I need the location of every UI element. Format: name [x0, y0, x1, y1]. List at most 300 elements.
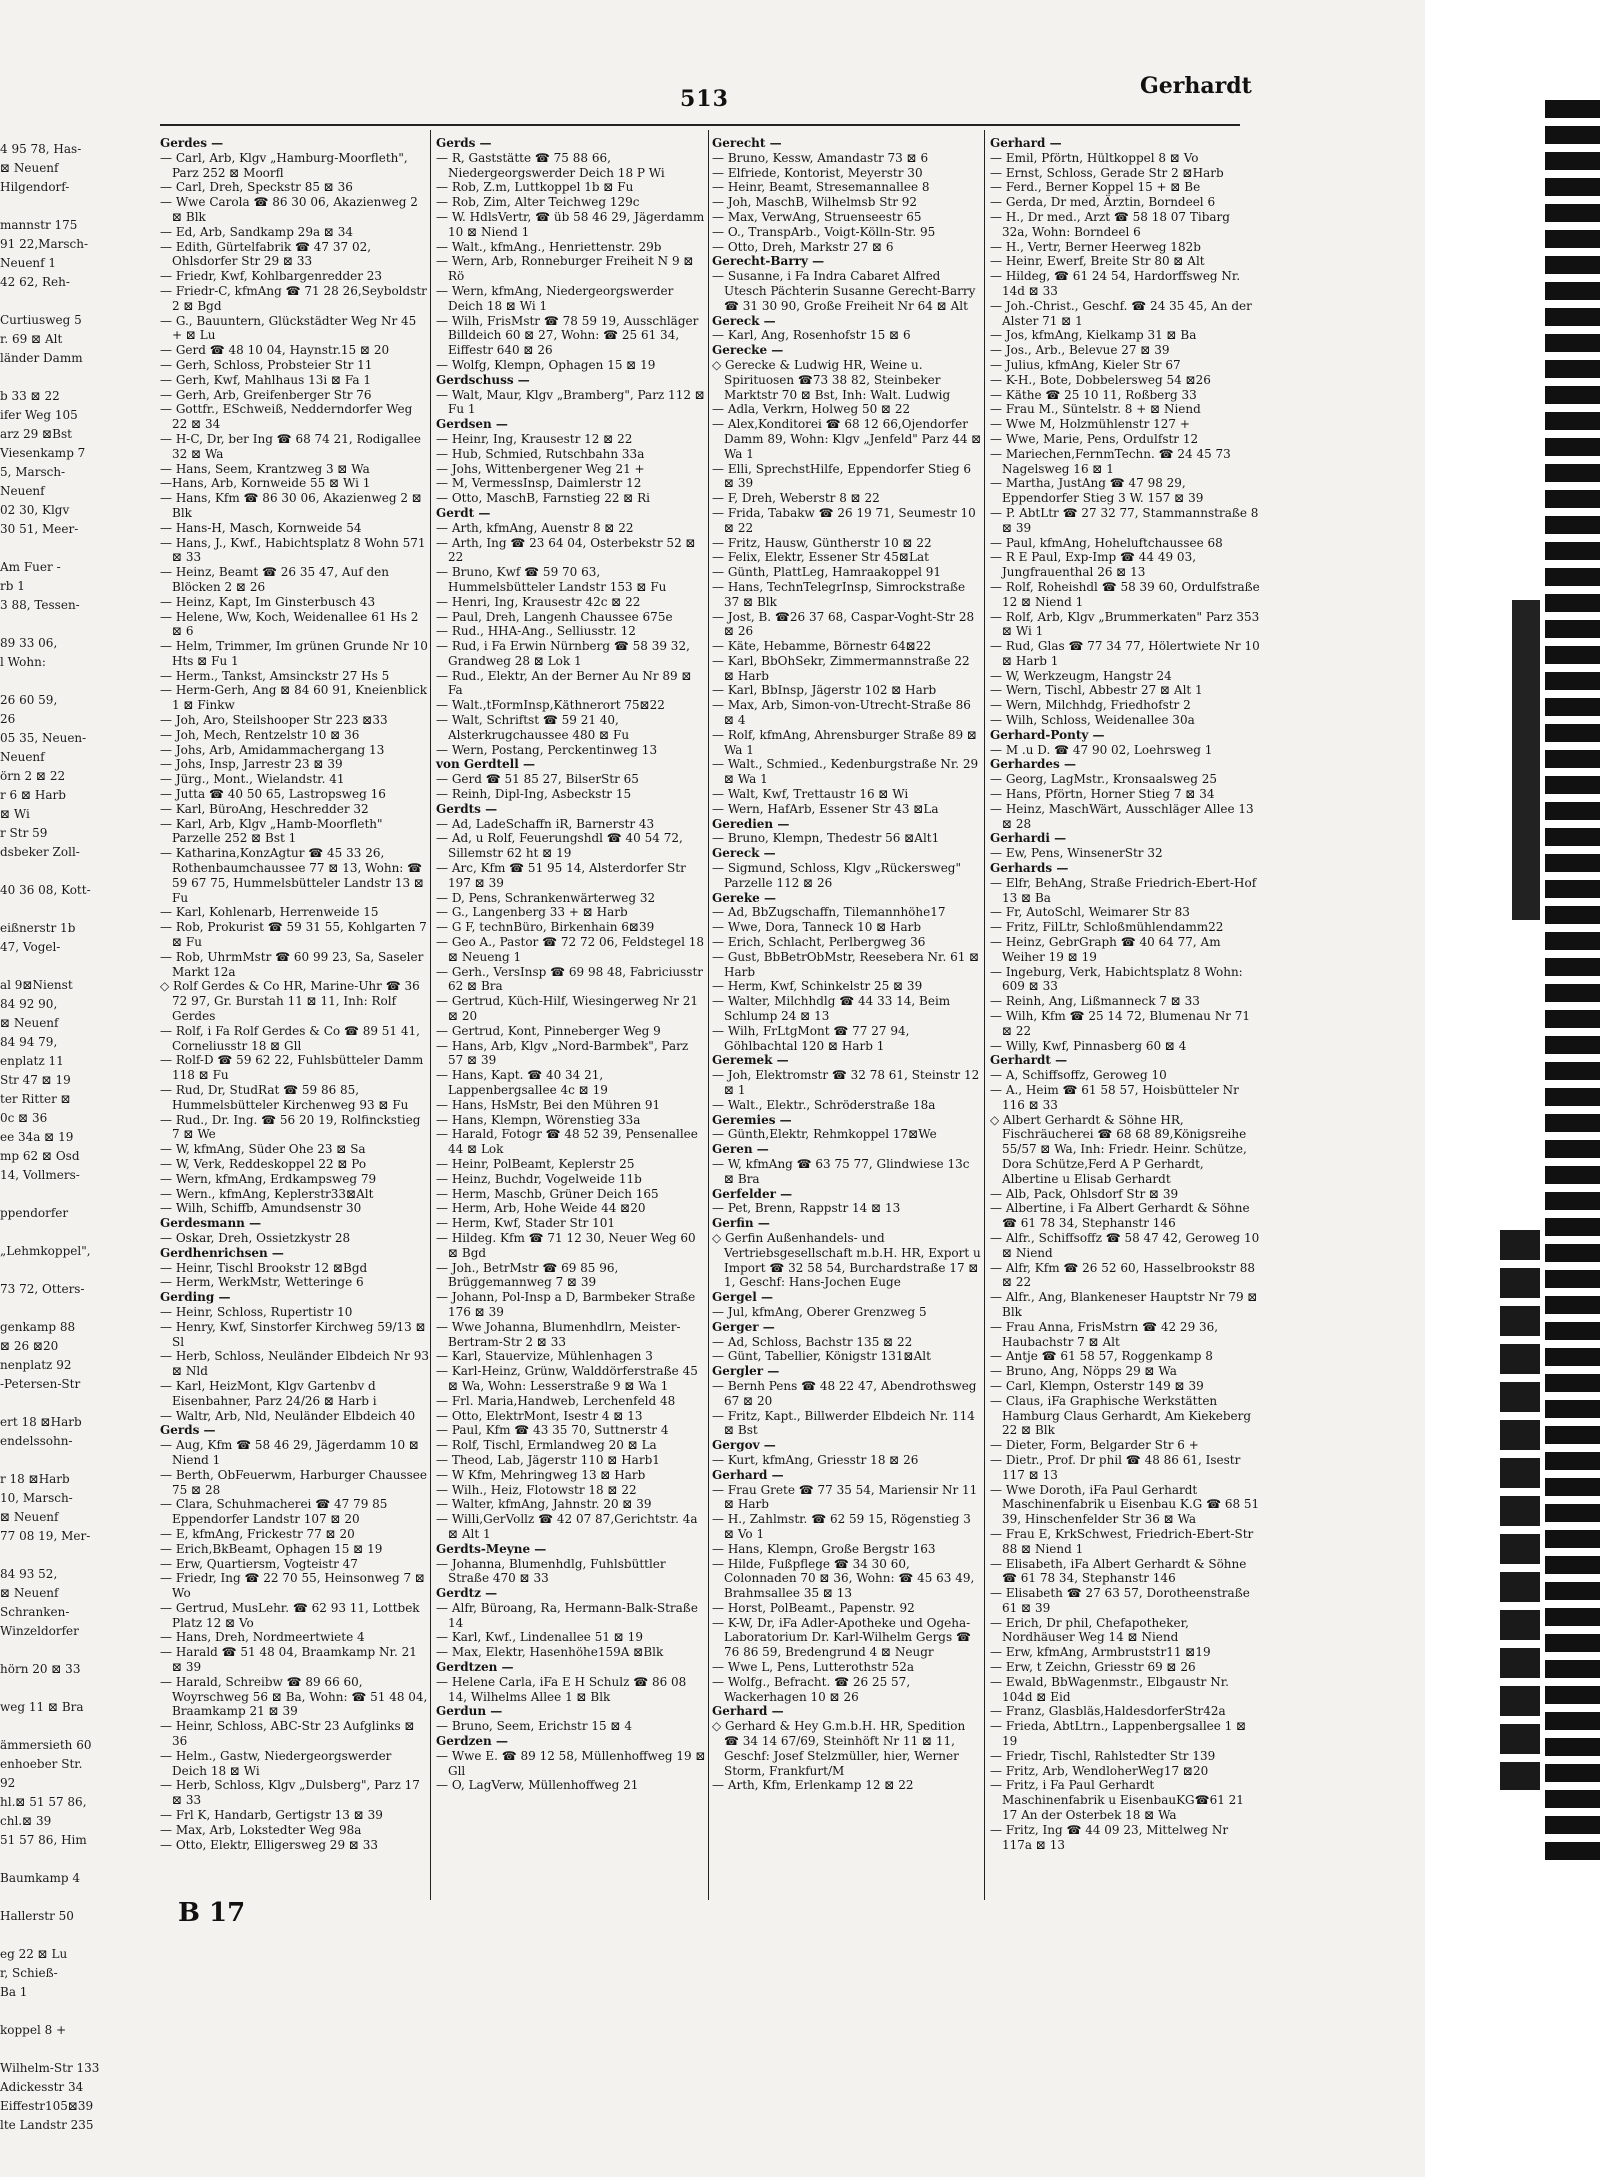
directory-entry: — D, Pens, Schrankenwärterweg 32 [436, 890, 656, 905]
surname-heading: Gerecht — [712, 136, 782, 150]
directory-entry: — Gottfr., ESchweiß, Nedderndorfer Weg 22 ⊠ 34 [160, 402, 413, 432]
surname-heading: Gergov — [712, 1438, 776, 1453]
bleed-line: r. 69 ⊠ Alt [0, 332, 63, 346]
directory-entry: — Ew, Pens, WinsenerStr 32 [990, 846, 1163, 861]
directory-entry: — Günth,Elektr, Rehmkoppel 17⊠We [712, 1127, 937, 1142]
directory-entry: — Walt., kfmAng., Henriettenstr. 29b [436, 239, 662, 254]
directory-entry: — Rud., Dr. Ing. ☎ 56 20 19, Rolfinckstieg 7 ⊠ We [160, 1112, 421, 1142]
directory-entry: — Harald ☎ 51 48 04, Braamkamp Nr. 21 ⊠ 39 [160, 1645, 417, 1675]
directory-entry: — W, kfmAng, Süder Ohe 23 ⊠ Sa [160, 1142, 366, 1157]
directory-entry: — Gerh, Schloss, Probsteier Str 11 [160, 357, 373, 372]
directory-entry: — Johann, Pol-Insp a D, Barmbeker Straße 176 ⊠ 39 [436, 1290, 696, 1319]
bleed-line: mannstr 175 [0, 218, 78, 232]
directory-entry: — Gertrud, Küch-Hilf, Wiesingerweg Nr 21 ⊠ 20 [436, 994, 699, 1024]
bleed-line: Curtiusweg 5 [0, 313, 82, 327]
directory-entry: — W, Verk, Reddeskoppel 22 ⊠ Po [160, 1156, 367, 1171]
bleed-line: ert 18 ⊠Harb [0, 1415, 82, 1429]
directory-entry: — Dietr., Prof. Dr phil ☎ 48 86 61, Isestr 117 ⊠ 13 [990, 1452, 1241, 1482]
directory-entry: — Hans, Klempn, Große Bergstr 163 [712, 1541, 936, 1556]
directory-entry: — Kurt, kfmAng, Griesstr 18 ⊠ 26 [712, 1452, 919, 1467]
surname-heading: Gerds — [160, 1423, 216, 1438]
bleed-line: dsbeker Zoll- [0, 845, 80, 859]
directory-entry: — Max, Arb, Lokstedter Weg 98a [160, 1822, 362, 1837]
directory-entry: — Käthe ☎ 25 10 11, Roßberg 33 [990, 387, 1197, 402]
bleed-line [0, 672, 135, 691]
bleed-line: 51 57 86, Him [0, 1833, 87, 1847]
directory-entry: — Dieter, Form, Belgarder Str 6 + [990, 1438, 1199, 1453]
surname-heading: Geremies — [712, 1112, 792, 1127]
directory-entry: — Joh, Elektromstr ☎ 32 78 61, Steinstr 12 ⊠ 1 [712, 1068, 980, 1097]
surname-heading: Gerhard-Ponty — [990, 727, 1105, 742]
directory-entry: — Max, Elektr, Hasenhöhe159A ⊠Blk [436, 1645, 664, 1660]
surname-heading: Gergler — [712, 1364, 780, 1379]
directory-entry: — Wwe E. ☎ 89 12 58, Müllenhoffweg 19 ⊠ Gll [436, 1748, 706, 1778]
directory-entry: — Frl. Maria,Handweb, Lerchenfeld 48 [436, 1393, 676, 1408]
directory-entry: — Gerh., VersInsp ☎ 69 98 48, Fabriciusstr 62 ⊠ Bra [436, 964, 704, 994]
directory-entry: — Hans-H, Masch, Kornweide 54 [160, 520, 362, 535]
directory-entry: ◇ Albert Gerhardt & Söhne HR, Fischräucherei ☎ 68 68 89,Königsreihe 55/57 ⊠ Wa, Inh: Friedr. Heinr. Schütze, Dora Schütze,Ferd A P Gerhardt, Albertine u Elisab Gerhardt [990, 1112, 1247, 1186]
directory-entry: — Wilh., Heiz, Flotowstr 18 ⊠ 22 [436, 1482, 637, 1497]
bleed-line: ämmersieth 60 [0, 1738, 92, 1752]
bleed-line: Wilhelm-Str 133 [0, 2061, 100, 2075]
directory-entry: — Alfr, Kfm ☎ 26 52 60, Hasselbrookstr 88 ⊠ 22 [990, 1260, 1256, 1290]
directory-column [712, 136, 982, 1901]
directory-entry: — Arth, kfmAng, Auenstr 8 ⊠ 22 [436, 520, 634, 535]
bleed-line [0, 1223, 135, 1242]
directory-entry: — Frl K, Handarb, Gertigstr 13 ⊠ 39 [160, 1808, 383, 1823]
directory-entry: — Julius, kfmAng, Kieler Str 67 [990, 357, 1181, 372]
directory-entry: — Clara, Schuhmacherei ☎ 47 79 85 Eppendorfer Landstr 107 ⊠ 20 [160, 1497, 388, 1527]
directory-entry: — E, kfmAng, Frickestr 77 ⊠ 20 [160, 1526, 355, 1541]
directory-entry: — A, Schiffsoffz, Geroweg 10 [990, 1068, 1167, 1083]
directory-entry: — Rolf, i Fa Rolf Gerdes & Co ☎ 89 51 41, Corneliusstr 18 ⊠ Gll [160, 1023, 420, 1053]
directory-entry: — Herm, WerkMstr, Wetteringe 6 [160, 1275, 364, 1290]
directory-entry: — W. HdlsVertr, ☎ üb 58 46 29, Jägerdamm 10 ⊠ Niend 1 [436, 209, 705, 239]
directory-entry: — Otto, MaschB, Farnstieg 22 ⊠ Ri [436, 491, 651, 506]
directory-entry: — Otto, ElektrMont, Isestr 4 ⊠ 13 [436, 1408, 643, 1423]
bleed-line [0, 1451, 135, 1470]
bleed-line: Baumkamp 4 [0, 1871, 81, 1885]
directory-entry: — Heinr, Ing, Krausestr 12 ⊠ 22 [436, 431, 633, 446]
directory-entry: — Joh, Aro, Steilshooper Str 223 ⊠33 [160, 713, 388, 728]
directory-entry: — Ingeburg, Verk, Habichtsplatz 8 Wohn: 609 ⊠ 33 [990, 964, 1243, 994]
bleed-line: ⊠ Neuenf [0, 1586, 59, 1600]
directory-entry: — Wilh, FrLtgMont ☎ 77 27 94, Göhlbachtal 120 ⊠ Harb 1 [712, 1023, 910, 1053]
directory-entry: — Albertine, i Fa Albert Gerhardt & Söhne ☎ 61 78 34, Stephanstr 146 [990, 1201, 1250, 1231]
directory-entry: — Helene Carla, iFa E H Schulz ☎ 86 08 14, Wilhelms Allee 1 ⊠ Blk [436, 1674, 687, 1704]
bleed-line: r Str 59 [0, 826, 48, 840]
bleed-line [0, 2040, 135, 2059]
directory-entry: — Carl, Klempn, Osterstr 149 ⊠ 39 [990, 1378, 1204, 1393]
directory-entry: — Fritz, FilLtr, Schloßmühlendamm22 [990, 920, 1224, 935]
bleed-line: länder Damm [0, 351, 83, 365]
directory-entry: — Frau M., Süntelstr. 8 + ⊠ Niend [990, 402, 1201, 417]
directory-entry: — Friedr, Kwf, Kohlbargenredder 23 [160, 269, 383, 284]
directory-entry: — Gerd ☎ 48 10 04, Haynstr.15 ⊠ 20 [160, 343, 390, 358]
directory-entry: — Herm, Kwf, Stader Str 101 [436, 1216, 616, 1231]
bleed-line: l Wohn: [0, 655, 46, 669]
bleed-line: rb 1 [0, 579, 25, 593]
directory-entry: — Ernst, Schloss, Gerade Str 2 ⊠Harb [990, 165, 1224, 180]
scan-edge-artifact [1500, 1230, 1540, 1790]
directory-entry: — H., Dr med., Arzt ☎ 58 18 07 Tibarg 32a, Wohn: Borndeel 6 [990, 209, 1230, 239]
surname-heading: Gerdts-Meyne — [436, 1541, 547, 1556]
directory-entry: — Reinh, Ang, Lißmanneck 7 ⊠ 33 [990, 994, 1200, 1009]
bleed-line: Eiffestr105⊠39 [0, 2099, 94, 2113]
directory-entry: — Karl, Arb, Klgv „Hamb-Moorfleth" Parzelle 252 ⊠ Bst 1 [160, 816, 383, 846]
surname-heading: Gerhard — [712, 1704, 784, 1719]
surname-heading: Gerfelder — [712, 1186, 793, 1201]
directory-entry: — Herm, Arb, Hohe Weide 44 ⊠20 [436, 1201, 646, 1216]
directory-entry: — Erich, Dr phil, Chefapotheker, Nordhäuser Weg 14 ⊠ Niend [990, 1615, 1189, 1645]
bleed-line [0, 1888, 135, 1907]
directory-entry: — Pet, Brenn, Rappstr 14 ⊠ 13 [712, 1201, 901, 1216]
directory-entry: — Rolf, Tischl, Ermlandweg 20 ⊠ La [436, 1438, 657, 1453]
directory-entry: — Bruno, Kwf ☎ 59 70 63, Hummelsbütteler Landstr 153 ⊠ Fu [436, 565, 667, 594]
directory-entry: — Bruno, Kessw, Amandastr 73 ⊠ 6 [712, 150, 929, 165]
page-number: 513 [680, 86, 729, 112]
directory-entry: — Hans, Kapt. ☎ 40 34 21, Lappenbergsallee 4c ⊠ 19 [436, 1068, 608, 1097]
directory-entry: — Rob, Zim, Alter Teichweg 129c [436, 195, 640, 210]
bleed-line: ⊠ Neuenf [0, 1016, 59, 1030]
directory-entry: — Rob, UhrmMstr ☎ 60 99 23, Sa, Saseler Markt 12a [160, 949, 424, 979]
directory-entry: — Johs, Wittenbergener Weg 21 + [436, 461, 645, 476]
directory-entry: — Frieda, AbtLtrn., Lappenbergsallee 1 ⊠ 19 [990, 1719, 1247, 1749]
directory-entry: — Karl, BüroAng, Heschredder 32 [160, 801, 369, 816]
directory-entry: — Herm, Kwf, Schinkelstr 25 ⊠ 39 [712, 979, 923, 994]
directory-entry: ◇ Rolf Gerdes & Co HR, Marine-Uhr ☎ 36 72 97, Gr. Burstah 11 ⊠ 11, Inh: Rolf Gerdes [160, 979, 420, 1024]
surname-heading: Gerdun — [436, 1704, 503, 1719]
directory-entry: — Walt.,tFormInsp,Käthnerort 75⊠22 [436, 698, 665, 713]
directory-entry: — Paul, kfmAng, Hoheluftchaussee 68 [990, 535, 1223, 550]
bleed-line [0, 292, 135, 311]
directory-column [436, 136, 706, 1901]
directory-entry: — Elli, SprechstHilfe, Eppendorfer Stieg 6 ⊠ 39 [712, 461, 972, 491]
bleed-line: 47, Vogel- [0, 940, 61, 954]
directory-entry: — Joh.-Christ., Geschf. ☎ 24 35 45, An der Alster 71 ⊠ 1 [990, 298, 1252, 328]
bleed-line: ⊠ Neuenf [0, 161, 59, 175]
directory-entry: — Geo A., Pastor ☎ 72 72 06, Feldstegel 18 ⊠ Neueng 1 [436, 935, 705, 964]
directory-entry: — Walt, Schriftst ☎ 59 21 40, Alsterkrugchaussee 480 ⊠ Fu [436, 713, 630, 742]
surname-heading: Gereck — [712, 846, 776, 861]
directory-entry: — Erw, kfmAng, Armbruststr11 ⊠19 [990, 1645, 1211, 1660]
bleed-line: Ba 1 [0, 1985, 28, 1999]
directory-entry: — Rob, Prokurist ☎ 59 31 55, Kohlgarten 7 ⊠ Fu [160, 920, 427, 950]
directory-entry: — Aug, Kfm ☎ 58 46 29, Jägerdamm 10 ⊠ Niend 1 [160, 1438, 419, 1467]
surname-heading: Gerdhenrichsen — [160, 1245, 284, 1260]
bleed-line: enhoeber Str. [0, 1757, 83, 1771]
bleed-line [0, 2002, 135, 2021]
bleed-line: mp 62 ⊠ Osd [0, 1149, 80, 1163]
directory-entry: — Hans, Kfm ☎ 86 30 06, Akazienweg 2 ⊠ Blk [160, 491, 422, 520]
directory-entry: — Alb, Pack, Ohlsdorf Str ⊠ 39 [990, 1186, 1179, 1201]
directory-entry: — Bruno, Seem, Erichstr 15 ⊠ 4 [436, 1719, 633, 1734]
surname-heading: Gerger — [712, 1319, 775, 1334]
directory-entry: — G F, technBüro, Birkenhain 6⊠39 [436, 920, 655, 935]
bleed-line: örn 2 ⊠ 22 [0, 769, 66, 783]
bleed-line [0, 957, 135, 976]
directory-entry: — Wwe M, Holzmühlenstr 127 + [990, 417, 1190, 432]
bleed-line: chl.⊠ 39 [0, 1814, 52, 1828]
directory-entry: — Rob, Z.m, Luttkoppel 1b ⊠ Fu [436, 180, 634, 195]
directory-entry: — Felix, Elektr, Essener Str 45⊠Lat [712, 550, 929, 565]
bleed-line: 84 93 52, [0, 1567, 58, 1581]
surname-heading: Gerdtz — [436, 1586, 498, 1601]
directory-entry: — Hilde, Fußpflege ☎ 34 30 60, Colonnaden 70 ⊠ 36, Wohn: ☎ 45 63 49, Brahmsallee 35 ⊠ 13 [712, 1556, 975, 1601]
directory-entry: — Walt, Maur, Klgv „Bramberg", Parz 112 ⊠ Fu 1 [436, 387, 705, 417]
bleed-line: hl.⊠ 51 57 86, [0, 1795, 87, 1809]
directory-entry: — H., Zahlmstr. ☎ 62 59 15, Rögenstieg 3 ⊠ Vo 1 [712, 1512, 971, 1541]
bleed-line: 05 35, Neuen- [0, 731, 87, 745]
bleed-line [0, 862, 135, 881]
directory-entry: — Frau Grete ☎ 77 35 54, Mariensir Nr 11 ⊠ Harb [712, 1482, 978, 1512]
surname-heading: Gerdt — [436, 505, 491, 520]
surname-heading: Gerdesmann — [160, 1216, 262, 1231]
directory-entry: — Bruno, Klempn, Thedestr 56 ⊠Alt1 [712, 831, 940, 846]
directory-entry: — Rud, Dr, StudRat ☎ 59 86 85, Hummelsbütteler Kirchenweg 93 ⊠ Fu [160, 1083, 409, 1112]
directory-entry: — Wwe Johanna, Blumenhdlrn, Meister-Bertram-Str 2 ⊠ 33 [436, 1319, 681, 1349]
directory-entry: — Heinz, Kapt, Im Ginsterbusch 43 [160, 594, 376, 609]
directory-entry: — Wern, Milchhdg, Friedhofstr 2 [990, 698, 1191, 713]
directory-entry: — Wern, Tischl, Abbestr 27 ⊠ Alt 1 [990, 683, 1203, 698]
bleed-line: eißnerstr 1b [0, 921, 76, 935]
directory-entry: — Rud., Elektr, An der Berner Au Nr 89 ⊠ Fa [436, 668, 692, 698]
directory-entry: — Heinz, Buchdr, Vogelweide 11b [436, 1171, 642, 1186]
directory-entry: — Carl, Arb, Klgv „Hamburg-Moorfleth", Parz 252 ⊠ Moorfl [160, 150, 408, 180]
bleed-line [0, 368, 135, 387]
surname-heading: Gereke — [712, 890, 776, 905]
directory-entry: — Reinh, Dipl-Ing, Asbeckstr 15 [436, 787, 632, 802]
directory-entry: — Erich, Schlacht, Perlbergweg 36 [712, 935, 926, 950]
directory-entry: — Walt., Elektr., Schröderstraße 18a [712, 1097, 936, 1112]
directory-entry: — G., Bauuntern, Glückstädter Weg Nr 45 + ⊠ Lu [160, 313, 417, 343]
directory-entry: — Wilh, FrisMstr ☎ 78 59 19, Ausschläger Billdeich 60 ⊠ 27, Wohn: ☎ 25 61 34, Eiffestr 640 ⊠ 26 [436, 313, 699, 358]
directory-entry: — Jul, kfmAng, Oberer Grenzweg 5 [712, 1304, 927, 1319]
bleed-line: Adickesstr 34 [0, 2080, 84, 2094]
scan-edge-artifact [1545, 100, 1600, 1860]
directory-entry: — K-H., Bote, Dobbelersweg 54 ⊠26 [990, 372, 1211, 387]
directory-entry: — R E Paul, Exp-Imp ☎ 44 49 03, Jungfrauenthal 26 ⊠ 13 [990, 550, 1197, 580]
directory-entry: — Harald, Schreibw ☎ 89 66 60, Woyrschweg 56 ⊠ Ba, Wohn: ☎ 51 48 04, Braamkamp 21 ⊠ 39 [160, 1674, 428, 1719]
directory-entry: — Rolf, Roheishdl ☎ 58 39 60, Ordulfstraße 12 ⊠ Niend 1 [990, 579, 1260, 609]
directory-entry: — Hans, Pförtn, Horner Stieg 7 ⊠ 34 [990, 787, 1215, 802]
bleed-line: Neuenf [0, 484, 45, 498]
directory-entry: — Hans, Arb, Klgv „Nord-Barmbek", Parz 57 ⊠ 39 [436, 1038, 689, 1068]
bleed-line: ⊠ Wi [0, 807, 30, 821]
bleed-line [0, 615, 135, 634]
directory-entry: — Wilh, Schiffb, Amundsenstr 30 [160, 1201, 362, 1216]
directory-entry: — Wilh, Kfm ☎ 25 14 72, Blumenau Nr 71 ⊠ 22 [990, 1009, 1251, 1038]
directory-entry: — Wern, Arb, Ronneburger Freiheit N 9 ⊠ Rö [436, 254, 694, 284]
bleed-line: 3 88, Tessen- [0, 598, 80, 612]
directory-entry: — Friedr-C, kfmAng ☎ 71 28 26,Seyboldstr 2 ⊠ Bgd [160, 283, 427, 313]
directory-entry: — Gerh, Kwf, Mahlhaus 13i ⊠ Fa 1 [160, 372, 371, 387]
directory-entry: — Fritz, Hausw, Güntherstr 10 ⊠ 22 [712, 535, 932, 550]
bleed-line: 02 30, Klgv [0, 503, 70, 517]
directory-entry: — Gerd ☎ 51 85 27, BilserStr 65 [436, 772, 639, 787]
bleed-line: „Lehmkoppel", [0, 1244, 91, 1258]
surname-heading: von Gerdtell — [436, 757, 535, 772]
bleed-line: 42 62, Reh- [0, 275, 70, 289]
directory-entry: — Wwe L, Pens, Lutterothstr 52a [712, 1660, 914, 1675]
bleed-line [0, 1850, 135, 1869]
directory-entry: — Frau E, KrkSchwest, Friedrich-Ebert-Str 88 ⊠ Niend 1 [990, 1526, 1254, 1556]
directory-entry: — Günth, PlattLeg, Hamraakoppel 91 [712, 565, 942, 580]
directory-entry: — Emil, Pförtn, Hültkoppel 8 ⊠ Vo [990, 150, 1199, 165]
directory-entry: — Wolfg., Befracht. ☎ 26 25 57, Wackerhagen 10 ⊠ 26 [712, 1674, 911, 1704]
bleed-line: b 33 ⊠ 22 [0, 389, 60, 403]
directory-entry: — Gerh, Arb, Greifenberger Str 76 [160, 387, 372, 402]
bleed-line: r, Schieß- [0, 1966, 58, 1980]
directory-entry: — Antje ☎ 61 58 57, Roggenkamp 8 [990, 1349, 1213, 1364]
directory-entry: — A., Heim ☎ 61 58 57, Hoisbütteler Nr 116 ⊠ 33 [990, 1083, 1239, 1112]
directory-entry: — Walt, Kwf, Trettaustr 16 ⊠ Wi [712, 787, 909, 802]
bleed-line [0, 1261, 135, 1280]
bleed-line: ifer Weg 105 [0, 408, 78, 422]
directory-entry: — Walter, kfmAng, Jahnstr. 20 ⊠ 39 [436, 1497, 652, 1512]
directory-entry: — Wern, kfmAng, Erdkampsweg 79 [160, 1171, 377, 1186]
directory-entry: — O, LagVerw, Müllenhoffweg 21 [436, 1778, 639, 1793]
bleed-line: 14, Vollmers- [0, 1168, 80, 1182]
bleed-line: 26 60 59, [0, 693, 58, 707]
directory-entry: — Heinr, Tischl Brookstr 12 ⊠Bgd [160, 1260, 368, 1275]
bleed-line: 89 33 06, [0, 636, 58, 650]
directory-entry: — Arc, Kfm ☎ 51 95 14, Alsterdorfer Str 197 ⊠ 39 [436, 861, 686, 890]
bleed-line: arz 29 ⊠Bst [0, 427, 72, 441]
directory-entry: — W, kfmAng ☎ 63 75 77, Glindwiese 13c ⊠ Bra [712, 1156, 970, 1186]
directory-entry: — Katharina,KonzAgtur ☎ 45 33 26, Rothenbaumchaussee 77 ⊠ 13, Wohn: ☎ 59 67 75, Hummelsbütteler Landstr 13 ⊠ Fu [160, 846, 424, 905]
directory-entry: — Harald, Fotogr ☎ 48 52 39, Pensenallee 44 ⊠ Lok [436, 1127, 698, 1157]
directory-entry: — H-C, Dr, ber Ing ☎ 68 74 21, Rodigallee 32 ⊠ Wa [160, 431, 422, 461]
bleed-line: ⊠ Neuenf [0, 1510, 59, 1524]
directory-entry: — Carl, Dreh, Speckstr 85 ⊠ 36 [160, 180, 353, 195]
directory-entry: — Helene, Ww, Koch, Weidenallee 61 Hs 2 ⊠ 6 [160, 609, 419, 639]
directory-entry: — F, Dreh, Weberstr 8 ⊠ 22 [712, 491, 880, 506]
bleed-line: 10, Marsch- [0, 1491, 73, 1505]
directory-entry: — Heinr, Beamt, Stresemannallee 8 [712, 180, 930, 195]
directory-entry: — R, Gaststätte ☎ 75 88 66, Niedergeorgswerder Deich 18 P Wi [436, 150, 665, 180]
directory-entry: ◇ Gerhard & Hey G.m.b.H. HR, Spedition ☎ 34 14 67/69, Steinhöft Nr 11 ⊠ 11, Geschf: Josef Stelzmüller, hier, Werner Storm, Frankfurt/M [712, 1719, 966, 1778]
directory-entry: — Jutta ☎ 40 50 65, Lastropsweg 16 [160, 787, 386, 802]
bleed-line: r 6 ⊠ Harb [0, 788, 66, 802]
bleed-line: 0c ⊠ 36 [0, 1111, 48, 1125]
directory-entry: — Joh, MaschB, Wilhelmsb Str 92 [712, 195, 918, 210]
directory-entry: — Elfriede, Kontorist, Meyerstr 30 [712, 165, 923, 180]
column-divider [430, 130, 431, 1900]
directory-entry: ◇ Gerecke & Ludwig HR, Weine u. Spirituosen ☎73 38 82, Steinbeker Marktstr 70 ⊠ Bst, Inh: Walt. Ludwig [712, 357, 951, 402]
surname-heading: Gerfin — [712, 1216, 770, 1231]
directory-entry: — Käte, Hebamme, Börnestr 64⊠22 [712, 639, 932, 654]
bleed-line [0, 1185, 135, 1204]
directory-entry: — Waltr, Arb, Nld, Neuländer Elbdeich 40 [160, 1408, 416, 1423]
directory-entry: — Hildeg. Kfm ☎ 71 12 30, Neuer Weg 60 ⊠ Bgd [436, 1230, 696, 1260]
bleed-line: endelssohn- [0, 1434, 73, 1448]
directory-entry: — Georg, LagMstr., Kronsaalsweg 25 [990, 772, 1217, 787]
directory-entry: — Hub, Schmied, Rutschbahn 33a [436, 446, 645, 461]
scan-edge-artifact [1512, 600, 1540, 920]
directory-entry: — Paul, Kfm ☎ 43 35 70, Suttnerstr 4 [436, 1423, 669, 1438]
directory-entry: — Karl, BbOhSekr, Zimmermannstraße 22 ⊠ Harb [712, 653, 970, 683]
surname-heading: Gerdzen — [436, 1734, 508, 1749]
surname-heading: Gerdschuss — [436, 372, 530, 387]
directory-entry: — M .u D. ☎ 47 90 02, Loehrsweg 1 [990, 742, 1213, 757]
directory-entry: — Bruno, Ang, Nöpps 29 ⊠ Wa [990, 1364, 1177, 1379]
directory-entry: — Hildeg, ☎ 61 24 54, Hardorffsweg Nr. 14d ⊠ 33 [990, 269, 1241, 298]
directory-entry: — Hans, Seem, Krantzweg 3 ⊠ Wa [160, 461, 370, 476]
directory-entry: —Hans, Arb, Kornweide 55 ⊠ Wi 1 [160, 476, 371, 491]
directory-entry: — Joh., BetrMstr ☎ 69 85 96, Brüggemannweg 7 ⊠ 39 [436, 1260, 619, 1290]
bleed-line: Am Fuer - [0, 560, 61, 574]
directory-entry: — Jürg., Mont., Wielandstr. 41 [160, 772, 345, 787]
surname-heading: Geremek — [712, 1053, 789, 1068]
directory-entry: — Horst, PolBeamt., Papenstr. 92 [712, 1600, 915, 1615]
bleed-line [0, 1394, 135, 1413]
directory-entry: — Rolf, kfmAng, Ahrensburger Straße 89 ⊠ Wa 1 [712, 727, 977, 757]
directory-entry: — Friedr, Tischl, Rahlstedter Str 139 [990, 1748, 1216, 1763]
directory-entry: — Johs, Insp, Jarrestr 23 ⊠ 39 [160, 757, 343, 772]
bleed-line: 84 94 79, [0, 1035, 58, 1049]
bleed-line: Neuenf [0, 750, 45, 764]
directory-entry: — Hans, TechnTelegrInsp, Simrockstraße 37 ⊠ Blk [712, 579, 966, 609]
directory-entry: — W Kfm, Mehringweg 13 ⊠ Harb [436, 1467, 646, 1482]
surname-heading: Gergel — [712, 1290, 773, 1305]
directory-entry: — Oskar, Dreh, Ossietzkystr 28 [160, 1230, 351, 1245]
directory-entry: — Johs, Arb, Amidammachergang 13 [160, 742, 385, 757]
directory-entry: — Heinr, Ewerf, Breite Str 80 ⊠ Alt [990, 254, 1205, 269]
bleed-line: 84 92 90, [0, 997, 58, 1011]
directory-entry: — Ad, u Rolf, Feuerungshdl ☎ 40 54 72, Sillemstr 62 ht ⊠ 19 [436, 831, 683, 861]
surname-heading: Gerhardi — [990, 831, 1067, 846]
bleed-line: ppendorfer [0, 1206, 69, 1220]
directory-entry: — Alfr, Büroang, Ra, Hermann-Balk-Straße 14 [436, 1600, 698, 1630]
surname-heading: Gerhard — [990, 136, 1062, 150]
directory-entry: — Erw, Quartiersm, Vogteistr 47 [160, 1556, 358, 1571]
running-head: Gerhardt [1140, 73, 1252, 99]
directory-entry: — Herm., Tankst, Amsinckstr 27 Hs 5 [160, 668, 390, 683]
surname-heading: Geren — [712, 1142, 769, 1157]
directory-entry: — Fritz, Arb, WendloherWeg17 ⊠20 [990, 1763, 1209, 1778]
directory-column [990, 136, 1260, 1901]
directory-column [160, 136, 430, 1901]
bleed-line: lte Landstr 235 [0, 2118, 94, 2132]
bleed-line: weg 11 ⊠ Bra [0, 1700, 84, 1714]
bleed-line: 91 22,Marsch- [0, 237, 89, 251]
bleed-line: 4 95 78, Has- [0, 142, 82, 156]
directory-entry: — Ed, Arb, Sandkamp 29a ⊠ 34 [160, 224, 354, 239]
directory-entry: — Otto, Elektr, Elligersweg 29 ⊠ 33 [160, 1837, 379, 1852]
bleed-line: ee 34a ⊠ 19 [0, 1130, 74, 1144]
bleed-line [0, 900, 135, 919]
bleed-line: 30 51, Meer- [0, 522, 79, 536]
directory-entry: — Johanna, Blumenhdlg, Fuhlsbüttler Straße 470 ⊠ 33 [436, 1556, 666, 1586]
directory-entry: — M, VermessInsp, Daimlerstr 12 [436, 476, 642, 491]
directory-entry: — Wwe Carola ☎ 86 30 06, Akazienweg 2 ⊠ Blk [160, 195, 418, 224]
directory-entry: — Alfr., Schiffsoffz ☎ 58 47 42, Geroweg 10 ⊠ Niend [990, 1230, 1260, 1260]
directory-entry: — Susanne, i Fa Indra Cabaret Alfred Utesch Pächterin Susanne Gerecht-Barry ☎ 31 30 90, Große Freiheit Nr 64 ⊠ Alt [712, 269, 976, 313]
surname-heading: Geredien — [712, 816, 790, 831]
bleed-line [0, 539, 135, 558]
directory-entry: — Willy, Kwf, Pinnasberg 60 ⊠ 4 [990, 1038, 1187, 1053]
directory-entry: — Herb, Schloss, Klgv „Dulsberg", Parz 17 ⊠ 33 [160, 1778, 420, 1808]
directory-entry: — Adla, Verkrn, Holweg 50 ⊠ 22 [712, 402, 911, 417]
directory-entry: — Hans, Dreh, Nordmeertwiete 4 [160, 1630, 365, 1645]
bleed-line: Schranken- [0, 1605, 70, 1619]
directory-entry: — Karl, Ang, Rosenhofstr 15 ⊠ 6 [712, 328, 911, 343]
surname-heading: Gerdes — [160, 136, 224, 150]
directory-entry: — Mariechen,FernmTechn. ☎ 24 45 73 Nagelsweg 16 ⊠ 1 [990, 446, 1231, 476]
directory-entry: — Karl, Kohlenarb, Herrenweide 15 [160, 905, 379, 920]
directory-entry: — Karl, BbInsp, Jägerstr 102 ⊠ Harb [712, 683, 937, 698]
